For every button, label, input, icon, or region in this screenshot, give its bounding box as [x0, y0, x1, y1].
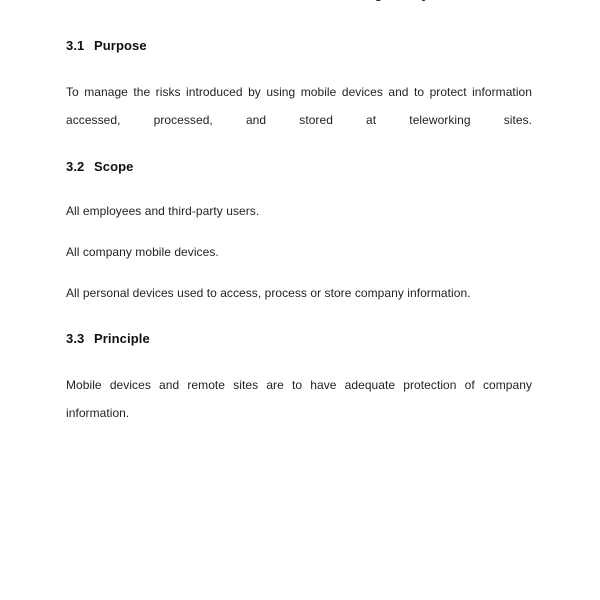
- paragraph-scope-company-devices: All company mobile devices.: [66, 245, 219, 259]
- document-title: [0, 0, 600, 1]
- section-heading-principle: [66, 331, 150, 347]
- section-heading-scope: [66, 159, 134, 175]
- section-number-purpose: 3.1: [66, 38, 85, 53]
- section-number-principle: 3.3: [66, 331, 85, 346]
- document-title-clipped: [0, 0, 600, 5]
- paragraph-purpose: To manage the risks introduced by using mobile devices and to protect information accessed, processed, and stored at teleworking sites.: [66, 85, 532, 127]
- section-number-scope: 3.2: [66, 159, 85, 174]
- paragraph-scope-personal-devices: All personal devices used to access, process or store company information.: [66, 286, 471, 300]
- section-title-principle: Principle: [94, 331, 150, 346]
- section-title-scope: Scope: [94, 159, 134, 174]
- section-heading-purpose: [66, 38, 147, 54]
- paragraph-scope-employees: All employees and third-party users.: [66, 204, 260, 218]
- paragraph-principle: Mobile devices and remote sites are to have adequate protection of company information.: [66, 378, 532, 420]
- section-title-purpose: Purpose: [94, 38, 147, 53]
